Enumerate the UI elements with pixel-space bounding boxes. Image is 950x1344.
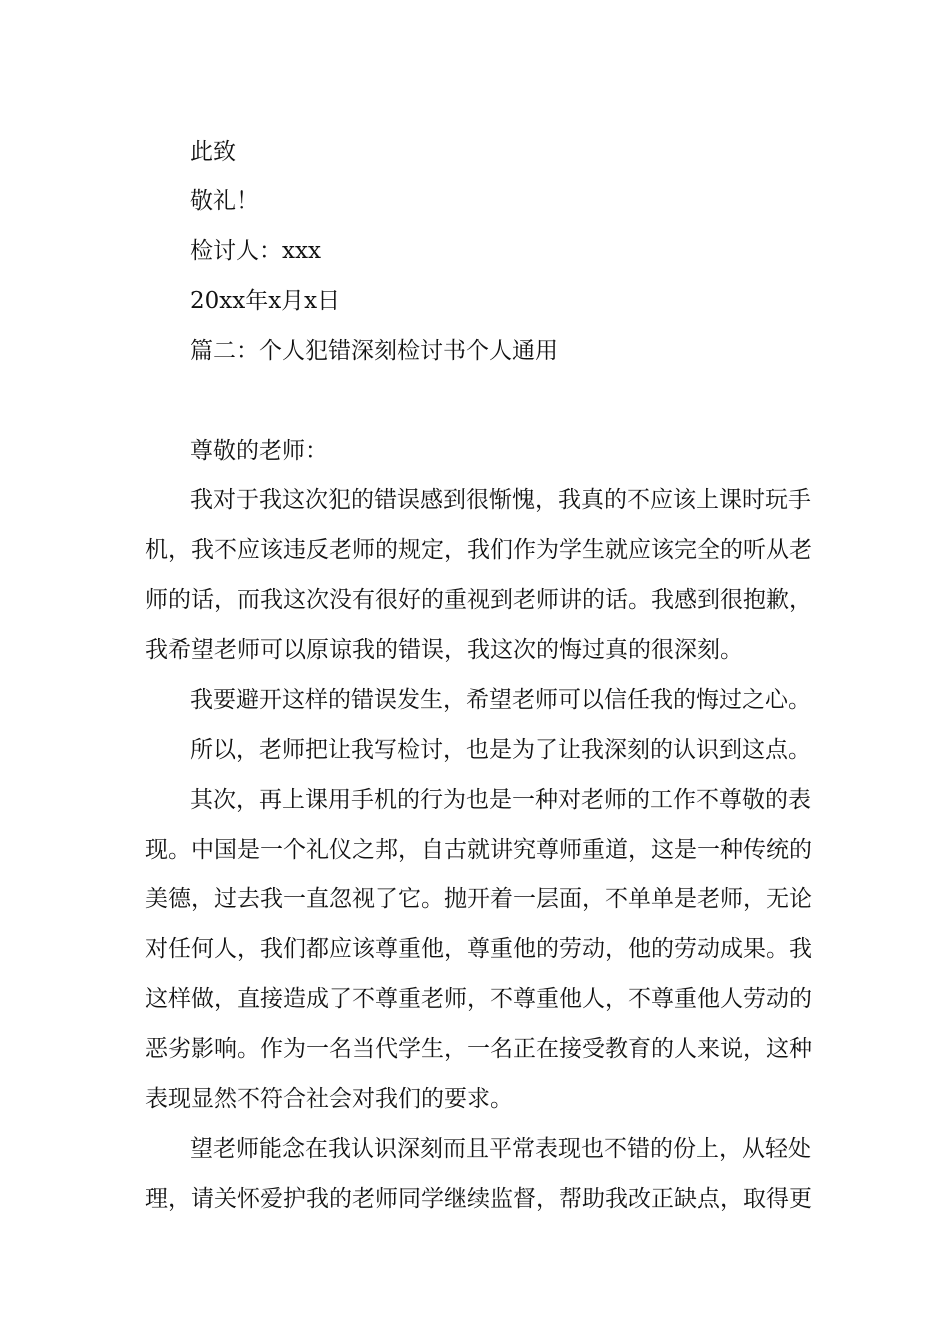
section-title: 篇二：个人犯错深刻检讨书个人通用 bbox=[190, 338, 558, 364]
paragraph-2: 我要避开这样的错误发生，希望老师可以信任我的悔过之心。 bbox=[190, 687, 811, 713]
paragraph-4-line-5: 这样做，直接造成了不尊重老师，不尊重他人，不尊重他人劳动的 bbox=[145, 986, 812, 1012]
paragraph-4-line-2: 现。中国是一个礼仪之邦，自古就讲究尊师重道，这是一种传统的 bbox=[145, 837, 812, 863]
greeting: 尊敬的老师： bbox=[190, 438, 328, 464]
paragraph-4-line-4: 对任何人，我们都应该尊重他，尊重他的劳动，他的劳动成果。我 bbox=[145, 936, 812, 962]
salutation-jing-li: 敬礼！ bbox=[190, 188, 259, 214]
paragraph-4-line-7: 表现显然不符合社会对我们的要求。 bbox=[145, 1086, 513, 1112]
paragraph-4-line-6: 恶劣影响。作为一名当代学生，一名正在接受教育的人来说，这种 bbox=[145, 1036, 812, 1062]
salutation-ci-zhi: 此致 bbox=[190, 139, 236, 165]
paragraph-4-line-1: 其次，再上课用手机的行为也是一种对老师的工作不尊敬的表 bbox=[190, 787, 811, 813]
date-line: 20xx年x月x日 bbox=[190, 288, 341, 314]
signer-line: 检讨人：xxx bbox=[190, 238, 321, 264]
paragraph-5-line-2: 理，请关怀爱护我的老师同学继续监督，帮助我改正缺点，取得更 bbox=[145, 1186, 812, 1212]
paragraph-3: 所以，老师把让我写检讨，也是为了让我深刻的认识到这点。 bbox=[190, 737, 811, 763]
paragraph-1-line-1: 我对于我这次犯的错误感到很惭愧，我真的不应该上课时玩手 bbox=[190, 487, 811, 513]
paragraph-5-line-1: 望老师能念在我认识深刻而且平常表现也不错的份上，从轻处 bbox=[190, 1136, 811, 1162]
paragraph-1-line-2: 机，我不应该违反老师的规定，我们作为学生就应该完全的听从老 bbox=[145, 537, 812, 563]
paragraph-4-line-3: 美德，过去我一直忽视了它。抛开着一层面，不单单是老师，无论 bbox=[145, 886, 812, 912]
paragraph-1-line-3: 师的话，而我这次没有很好的重视到老师讲的话。我感到很抱歉， bbox=[145, 587, 812, 613]
paragraph-1-line-4: 我希望老师可以原谅我的错误，我这次的悔过真的很深刻。 bbox=[145, 637, 743, 663]
